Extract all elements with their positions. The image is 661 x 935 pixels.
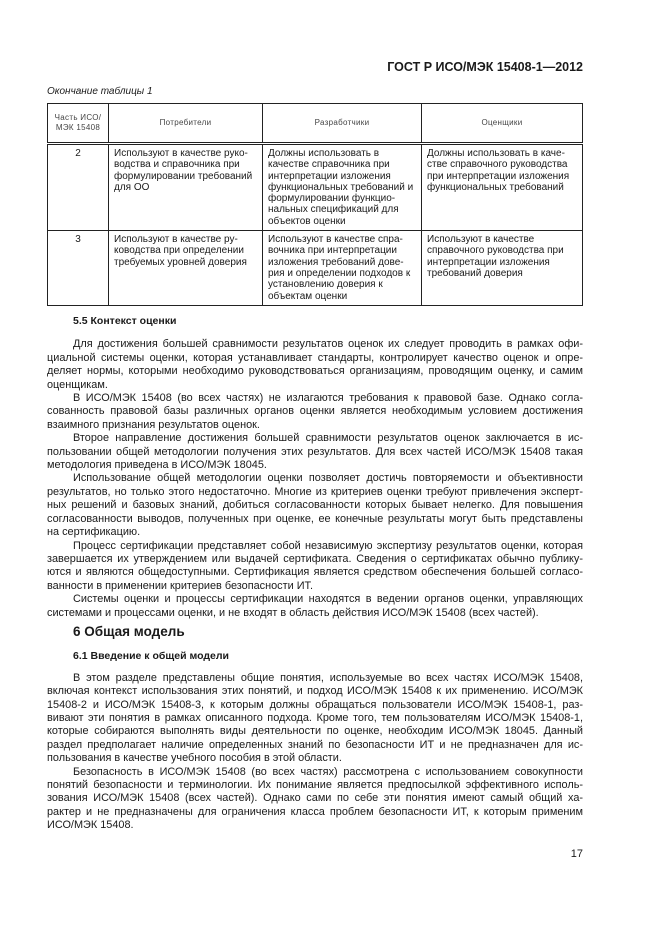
col-header-consumers: Потребители [109,104,263,144]
text-line: понятий безопасности и терминологии. Их понимание является предпосылкой эффективного исполь- [47,779,583,792]
text-line: ИСО/МЭК 15408. [47,819,134,832]
text-line: деляет нормы, которыми необходимо руководствоваться организациям, проводящим оценку, и самим [47,365,583,378]
text-line: системами и процессами оценки, и не входят в область действия ИСО/МЭК 15408 (всех частей). [47,606,539,619]
text-line: завершается их утверждением или выдачей сертификата. Сведения о сертификатах обычно публику- [47,552,583,565]
section-body [47,338,583,620]
cell-consumers: Используют в качестве ру-ководства при определении требуемых уровней доверия [109,231,263,306]
section-body [47,672,583,833]
text-line: пользования в качестве учебного пособия в этой области. [47,752,342,765]
paragraph [47,593,583,620]
table-caption: Окончание таблицы 1 [47,86,153,97]
cell-evaluators: Должны использовать в каче-стве справочного руководства при интерпретации изложения функциональных требований [422,144,583,231]
cell-developers: Должны использовать в качестве справочника при интерпретации изложения функциональных требований и формулировании функцио-нальных спецификаций для объектов оценки [263,144,422,231]
col-header-developers: Разработчики [263,104,422,144]
paragraph [47,472,583,539]
col-header-part: Часть ИСО/МЭК 15408 [48,104,109,144]
text-line: В этом разделе представлены общие понятия, используемые во всех частях ИСО/МЭК 15408, [73,671,583,684]
text-line: которые собираются выполнять виды деятельности по оценке, необходим ИСО/МЭК 18045. Данный [47,725,583,738]
table-row [48,231,583,306]
cell-developers: Используют в качестве спра-вочника при интерпретации изложения требований дове-рия и определении подходов к установлению доверия к объектам оценки [263,231,422,306]
text-line: Процесс сертификации представляет собой независимую экспертизу результатов оценки, которая [73,539,583,552]
table-row [48,144,583,231]
paragraph [47,672,583,766]
cell-part: 3 [48,231,109,306]
text-line: взаимного признания результатов оценок. [47,418,260,431]
text-line: раздел предполагает наличие определенных знаний по безопасности ИТ и не предназначен для ис- [47,738,583,751]
document-header: ГОСТ Р ИСО/МЭК 15408-1—2012 [387,60,583,74]
text-line: Для достижения большей сравнимости результатов оценок их следует проводить в рамках офи- [73,338,583,351]
paragraph [47,766,583,833]
table-header-row [48,104,583,144]
cell-part: 2 [48,144,109,231]
section-6 [47,625,583,833]
text-line: циальной системы оценки, которая устанавливает стандарты, контролирует качество оценок и опре- [47,351,583,364]
paragraph [47,540,583,594]
text-line: ются и являются общедоступными. Сертификация является средством обеспечения большей согласо- [47,566,583,579]
text-line: зования ИСО/МЭК 15408 (всех частей). Однако сами по себе эти понятия имеют самый общий ха- [47,792,583,805]
table-1 [47,103,583,306]
paragraph [47,432,583,472]
text-line: ных решений и базовых знаний, добиться согласованности которых бывает нелегко. Для повышения [47,499,583,512]
text-line: ванности в применении критериев безопасности ИТ. [47,579,314,592]
text-line: согласованности выводов, полученных при оценке, ее конечные результаты могут быть представлены [47,512,583,525]
text-line: результатов, но только этого недостаточно. Многие из критериев оценки требуют привлечения эксперт- [47,485,583,498]
cell-consumers: Используют в качестве руко-водства и справочника при формулировании требований для ОО [109,144,263,231]
section-heading: 5.5 Контекст оценки [73,315,177,327]
text-line: Использование общей методологии оценки позволяет достичь повторяемости и объективности [73,472,583,485]
page-number: 17 [570,848,583,860]
text-line: вивают эти понятия в рамках описанного подхода. Кроме того, тем пользователям ИСО/МЭК 15408-1, [47,712,583,725]
cell-evaluators: Используют в качестве справочного руководства при интерпретации изложения требований доверия [422,231,583,306]
section-heading: 6.1 Введение к общей модели [73,650,229,663]
text-line: пользовании общей методологии получения этих результатов. Для всех частей ИСО/МЭК 15408 такая [47,445,583,458]
col-header-evaluators: Оценщики [422,104,583,144]
text-line: методология приведена в ИСО/МЭК 18045. [47,459,267,472]
text-line: включая контекст использования этих понятий, и подход ИСО/МЭК 15408 к их применению. ИСО/МЭК [47,685,583,698]
text-line: сованность правовой базы различных органов оценки является необходимым условием достижения [47,405,583,418]
section-5-5 [47,315,583,620]
text-line: В ИСО/МЭК 15408 (во всех частях) не излагаются требования к правовой базе. Однако согла- [73,392,583,405]
text-line: 15408-2 и ИСО/МЭК 15408-3, к которым должны обращаться пользователи ИСО/МЭК 15408-1, раз- [47,698,583,711]
paragraph [47,392,583,432]
text-line: Второе направление достижения большей сравнимости результатов оценок заключается в ис- [73,432,583,445]
text-line: рактер и не предназначены для ограничения класса проблем безопасности ИТ, к которым применим [47,805,583,818]
text-line: на сертификацию. [47,526,141,539]
paragraph [47,338,583,392]
text-line: Безопасность в ИСО/МЭК 15408 (во всех частях) рассмотрена с использованием совокупности [73,765,583,778]
text-line: Системы оценки и процессы сертификации находятся в ведении органов оценки, управляющих [73,593,583,606]
chapter-heading: 6 Общая модель [73,624,185,639]
text-line: оценщикам. [47,378,108,391]
